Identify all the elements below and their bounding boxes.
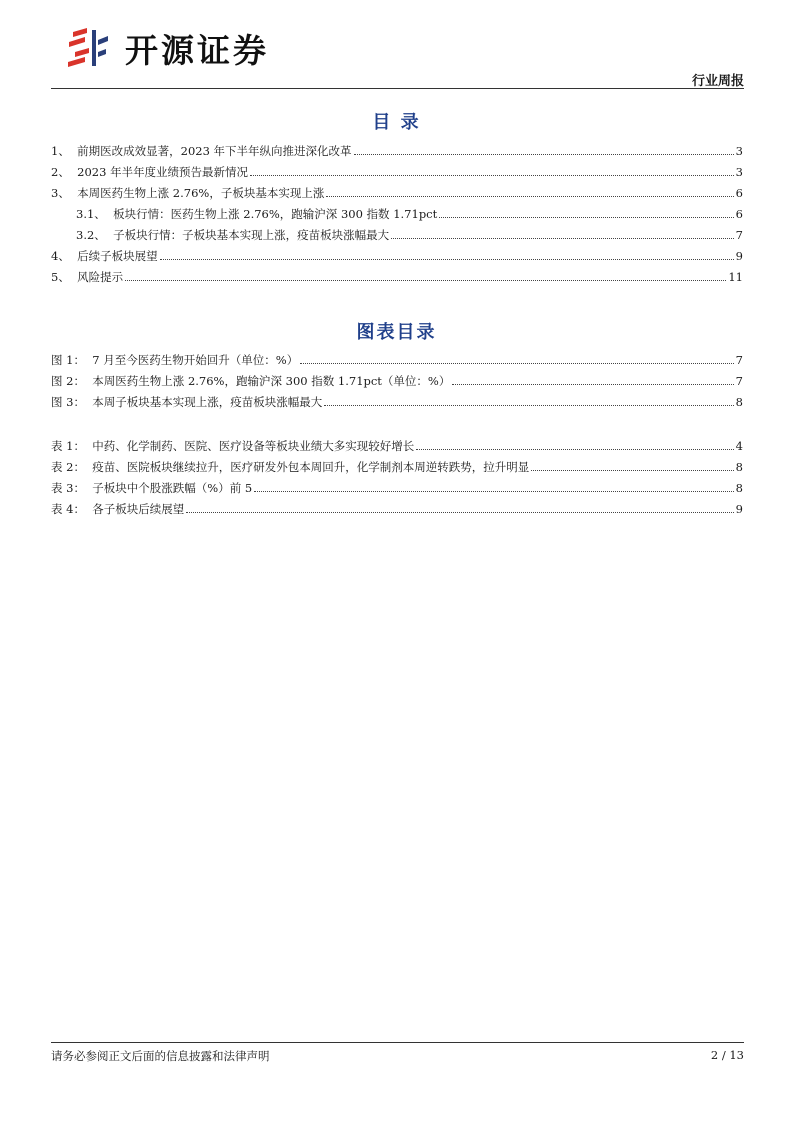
tables-list [51, 433, 743, 517]
dot-leader [186, 512, 733, 513]
toc-entry[interactable] [51, 264, 743, 285]
table-entry-page: 4 [735, 439, 743, 453]
table-entry[interactable] [51, 433, 743, 454]
table-entry-page: 8 [735, 460, 743, 474]
toc-title: 目 录 [372, 112, 421, 133]
figure-entry-number: 图 3： [51, 395, 93, 409]
toc-entry-number: 1、 [51, 144, 78, 158]
toc-entry-text: 后续子板块展望 [77, 249, 158, 263]
toc-list [51, 138, 743, 285]
toc-entry-page: 9 [735, 249, 743, 263]
toc-entry[interactable] [51, 138, 743, 159]
toc-entry-text: 板块行情：医药生物上涨 2.76%，跑输沪深 300 指数 1.71pct [113, 207, 438, 221]
table-entry-text: 疫苗、医院板块继续拉升，医疗研发外包本周回升，化学制剂本周逆转跌势，拉升明显 [92, 460, 530, 474]
toc-entry-page: 3 [735, 144, 743, 158]
toc-entry-number: 3.1、 [76, 207, 114, 221]
figure-entry[interactable] [51, 389, 743, 410]
figure-entry-page: 7 [735, 374, 743, 388]
header-divider [51, 88, 744, 89]
dot-leader [125, 280, 726, 281]
figure-entry[interactable] [51, 347, 743, 368]
dot-leader [452, 384, 733, 385]
toc-entry-number: 5、 [51, 270, 78, 284]
dot-leader [160, 259, 734, 260]
toc-entry-page: 3 [735, 165, 743, 179]
dot-leader [254, 491, 733, 492]
toc-entry-page: 11 [728, 270, 743, 284]
dot-leader [326, 196, 733, 197]
toc-subentry[interactable] [51, 201, 743, 222]
toc-entry-number: 4、 [51, 249, 78, 263]
figure-entry-text: 7 月至今医药生物开始回升（单位：%） [92, 353, 299, 367]
page-header [51, 24, 744, 90]
report-type-label: 行业周报 [691, 74, 744, 89]
logo-mark-icon [65, 26, 111, 70]
dot-leader [324, 405, 733, 406]
dot-leader [354, 154, 734, 155]
toc-entry-text: 前期医改成效显著，2023 年下半年纵向推进深化改革 [77, 144, 352, 158]
figure-entry[interactable] [51, 368, 743, 389]
dot-leader [300, 363, 733, 364]
figure-entry-text: 本周子板块基本实现上涨，疫苗板块涨幅最大 [92, 395, 323, 409]
toc-entry-page: 6 [735, 186, 743, 200]
table-entry[interactable] [51, 496, 743, 517]
company-logo [65, 26, 269, 70]
figure-entry-page: 8 [735, 395, 743, 409]
dot-leader [250, 175, 734, 176]
dot-leader [391, 238, 734, 239]
toc-entry[interactable] [51, 243, 743, 264]
table-entry-text: 中药、化学制药、医院、医疗设备等板块业绩大多实现较好增长 [92, 439, 415, 453]
table-entry-number: 表 3： [51, 481, 93, 495]
table-entry[interactable] [51, 454, 743, 475]
dot-leader [439, 217, 733, 218]
figures-toc-title: 图表目录 [356, 322, 437, 343]
toc-entry-number: 3.2、 [76, 228, 114, 242]
page-footer [51, 1042, 744, 1063]
table-entry-number: 表 4： [51, 502, 93, 516]
toc-entry-page: 6 [735, 207, 743, 221]
table-entry-text: 子板块中个股涨跌幅（%）前 5 [92, 481, 253, 495]
toc-entry-text: 本周医药生物上涨 2.76%，子板块基本实现上涨 [77, 186, 325, 200]
table-entry-text: 各子板块后续展望 [92, 502, 185, 516]
dot-leader [416, 449, 733, 450]
figure-entry-page: 7 [735, 353, 743, 367]
table-entry-number: 表 2： [51, 460, 93, 474]
footer-divider [51, 1042, 744, 1043]
company-name: 开源证券 [125, 30, 269, 70]
toc-entry-text: 2023 年半年度业绩预告最新情况 [77, 165, 249, 179]
toc-entry-text: 子板块行情：子板块基本实现上涨，疫苗板块涨幅最大 [113, 228, 390, 242]
figures-list [51, 347, 743, 410]
figure-entry-number: 图 2： [51, 374, 93, 388]
dot-leader [531, 470, 733, 471]
table-entry-number: 表 1： [51, 439, 93, 453]
table-entry-page: 9 [735, 502, 743, 516]
figure-entry-text: 本周医药生物上涨 2.76%，跑输沪深 300 指数 1.71pct（单位：%） [92, 374, 451, 388]
figure-entry-number: 图 1： [51, 353, 93, 367]
table-entry[interactable] [51, 475, 743, 496]
toc-entry-number: 2、 [51, 165, 78, 179]
toc-subentry[interactable] [51, 222, 743, 243]
page-number: 2 / 13 [710, 1048, 744, 1062]
toc-entry-text: 风险提示 [77, 270, 124, 284]
table-entry-page: 8 [735, 481, 743, 495]
disclaimer-text: 请务必参阅正文后面的信息披露和法律声明 [51, 1049, 270, 1063]
toc-entry[interactable] [51, 180, 743, 201]
toc-entry-number: 3、 [51, 186, 78, 200]
toc-entry-page: 7 [735, 228, 743, 242]
toc-entry[interactable] [51, 159, 743, 180]
